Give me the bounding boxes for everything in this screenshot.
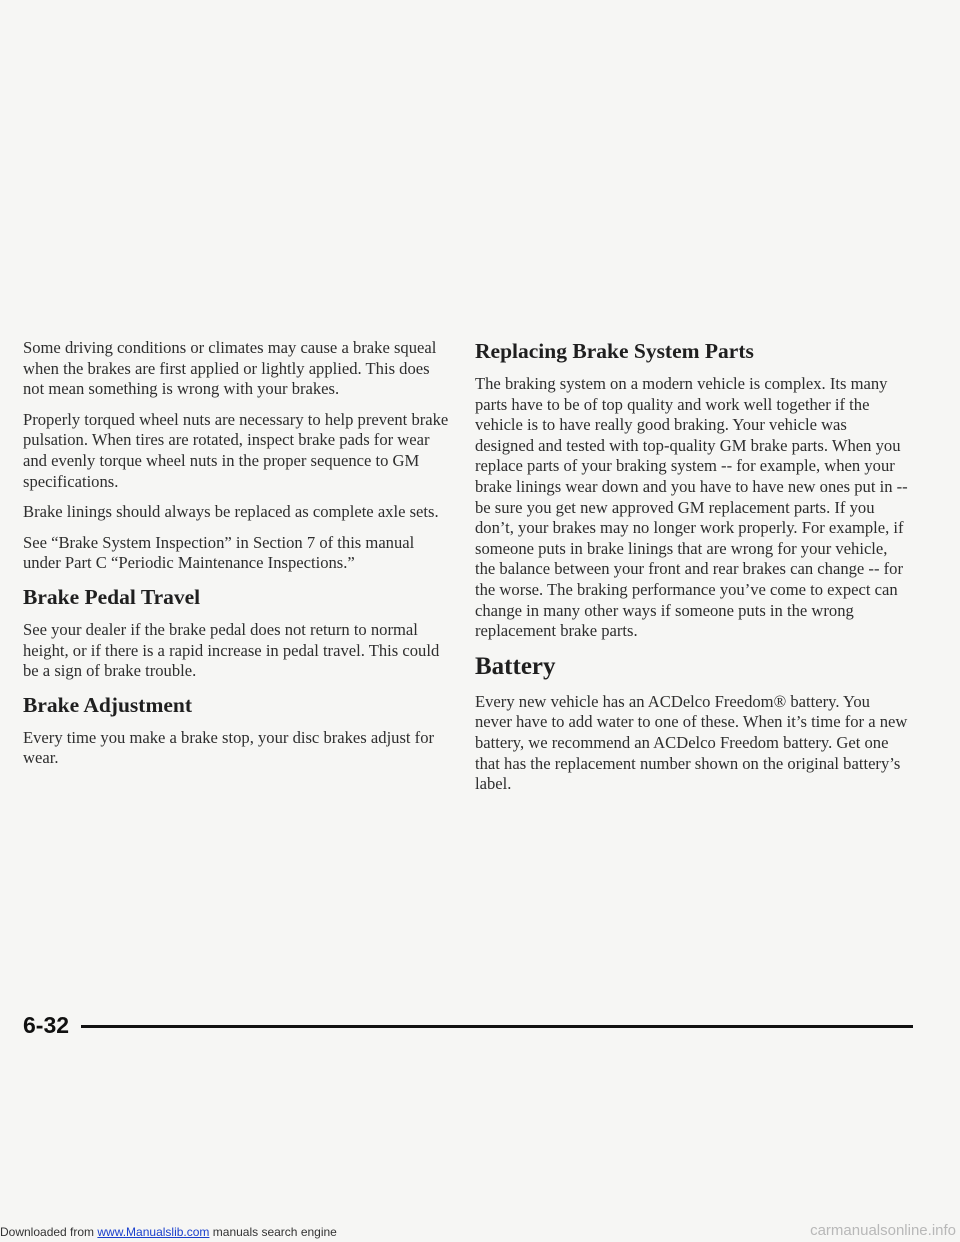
right-column [475, 338, 910, 805]
download-attribution [0, 1222, 337, 1242]
paragraph-brake-linings: Brake linings should always be replaced as complete axle sets. [23, 502, 439, 522]
heading-brake-adjustment: Brake Adjustment [23, 692, 193, 717]
footer-rule [81, 1025, 913, 1028]
download-prefix: Downloaded from [0, 1225, 98, 1239]
watermark: carmanualsonline.info [810, 1222, 956, 1239]
paragraph-wheel-nuts: Properly torqued wheel nuts are necessary to help prevent brake pulsation. When tires are rotated, inspect brake pads for wear and evenly torque wheel nuts in the proper sequence to GM specifications. [23, 409, 449, 491]
page-footer [23, 1010, 893, 1050]
heading-replacing-brake-system-parts: Replacing Brake System Parts [475, 339, 754, 363]
paragraph-see-inspection: See “Brake System Inspection” in Section 7 of this manual under Part C “Periodic Maintenance Inspections.” [23, 532, 415, 573]
paragraph-brake-adjustment: Every time you make a brake stop, your disc brakes adjust for wear. [23, 727, 435, 768]
manualslib-link[interactable]: www.Manualslib.com [97, 1225, 210, 1239]
heading-brake-pedal-travel: Brake Pedal Travel [23, 584, 201, 609]
paragraph-battery: Every new vehicle has an ACDelco Freedom® battery. You never have to add water to one of these. When it’s time for a new battery, we recommend an ACDelco Freedom battery. Get one that has the replacement number shown on the original battery’s label. [475, 691, 908, 794]
paragraph-brake-squeal: Some driving conditions or climates may cause a brake squeal when the brakes are first applied or lightly applied. This does not mean something is wrong with your brakes. [23, 338, 437, 399]
page-number: 6-32 [23, 1012, 70, 1038]
paragraph-brake-pedal-travel: See your dealer if the brake pedal does not return to normal height, or if there is a rapid increase in pedal travel. This could be a sign of brake trouble. [23, 619, 440, 681]
left-column [23, 338, 453, 779]
paragraph-replacing-brake-parts: The braking system on a modern vehicle is complex. Its many parts have to be of top quality and work well together if the vehicle is to have really good braking. Your vehicle was designed and tested with top-quality GM brake parts. When you replace parts of your braking system -- for example, when your brake linings wear down and you have to have new ones put in -- be sure you get new approved GM replacement parts. If you don’t, your brakes may no longer work properly. For example, if someone puts in brake linings that are wrong for your vehicle, the balance between your front and rear brakes can change -- for the worse. The braking performance you’ve come to expect can change in many other ways if someone puts in the wrong replacement brake parts. [475, 374, 908, 641]
heading-battery: Battery [475, 652, 556, 680]
download-suffix: manuals search engine [209, 1225, 337, 1239]
